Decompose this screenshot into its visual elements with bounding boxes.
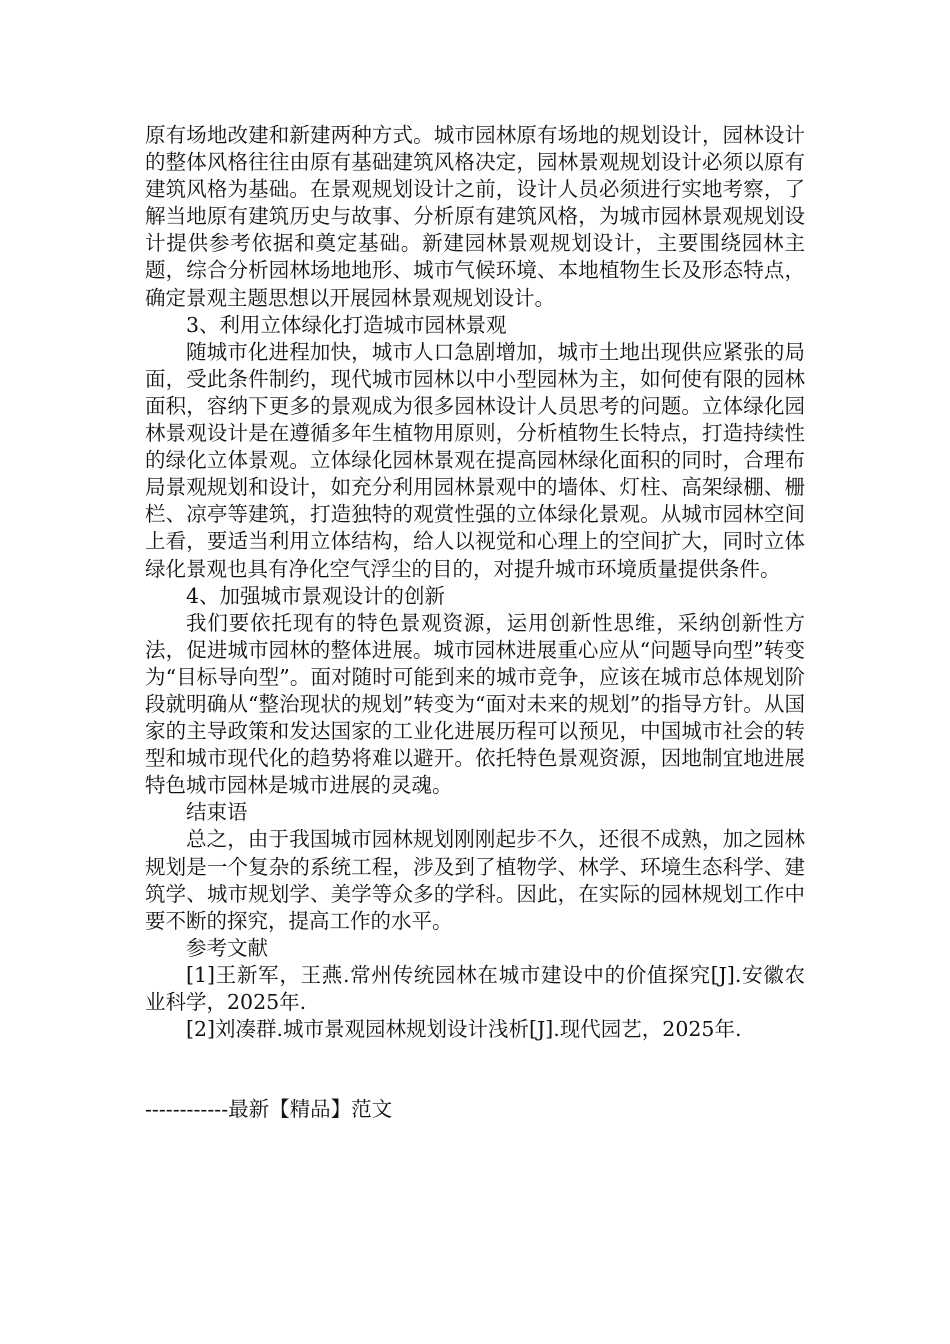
- body-paragraph: 随城市化进程加快，城市人口急剧增加，城市土地出现供应紧张的局面，受此条件制约，现代城市园林以中小型园林为主，如何使有限的园林面积，容纳下更多的景观成为很多园林设计人员思考的问题。立体绿化园林景观设计是在遵循多年生植物用原则，分析植物生长特点，打造持续性的绿化立体景观。立体绿化园林景观在提高园林绿化面积的同时，合理布局景观规划和设计，如充分利用园林景观中的墙体、灯柱、高架绿棚、栅栏、凉亭等建筑，打造独特的观赏性强的立体绿化景观。从城市园林空间上看，要适当利用立体结构，给人以视觉和心理上的空间扩大，同时立体绿化景观也具有净化空气浮尘的目的，对提升城市环境质量提供条件。: [145, 339, 805, 581]
- reference-item: [1]王新军，王燕.常州传统园林在城市建设中的价值探究[J].安徽农业科学，2025年.: [145, 962, 805, 1014]
- body-paragraph: 我们要依托现有的特色景观资源，运用创新性思维，采纳创新性方法，促进城市园林的整体进展。城市园林进展重心应从“问题导向型”转变为“目标导向型”。面对随时可能到来的城市竞争，应该在城市总体规划阶段就明确从“整治现状的规划”转变为“面对未来的规划”的指导方针。从国家的主导政策和发达国家的工业化进展历程可以预见，中国城市社会的转型和城市现代化的趋势将难以避开。依托特色景观资源，因地制宜地进展特色城市园林是城市进展的灵魂。: [145, 610, 805, 798]
- section-heading: 4、加强城市景观设计的创新: [186, 583, 446, 608]
- document-body: [145, 122, 805, 1043]
- body-paragraph: 总之，由于我国城市园林规划刚刚起步不久，还很不成熟，加之园林规划是一个复杂的系统工程，涉及到了植物学、林学、环境生态科学、建筑学、城市规划学、美学等众多的学科。因此，在实际的园林规划工作中要不断的探究，提高工作的水平。: [145, 827, 805, 933]
- section-heading: 参考文献: [186, 935, 268, 960]
- reference-item: [2]刘凑群.城市景观园林规划设计浅析[J].现代园艺，2025年.: [186, 1017, 742, 1042]
- body-paragraph: 原有场地改建和新建两种方式。城市园林原有场地的规划设计，园林设计的整体风格往往由原有基础建筑风格决定，园林景观规划设计必须以原有建筑风格为基础。在景观规划设计之前，设计人员必须进行实地考察，了解当地原有建筑历史与故事、分析原有建筑风格，为城市园林景观规划设计提供参考依据和奠定基础。新建园林景观规划设计，主要围绕园林主题，综合分析园林场地地形、城市气候环境、本地植物生长及形态特点，确定景观主题思想以开展园林景观规划设计。: [145, 123, 805, 310]
- section-heading: 结束语: [186, 800, 248, 825]
- section-heading: 3、利用立体绿化打造城市园林景观: [186, 312, 507, 337]
- page-footer: ------------最新【精品】范文: [145, 1097, 393, 1121]
